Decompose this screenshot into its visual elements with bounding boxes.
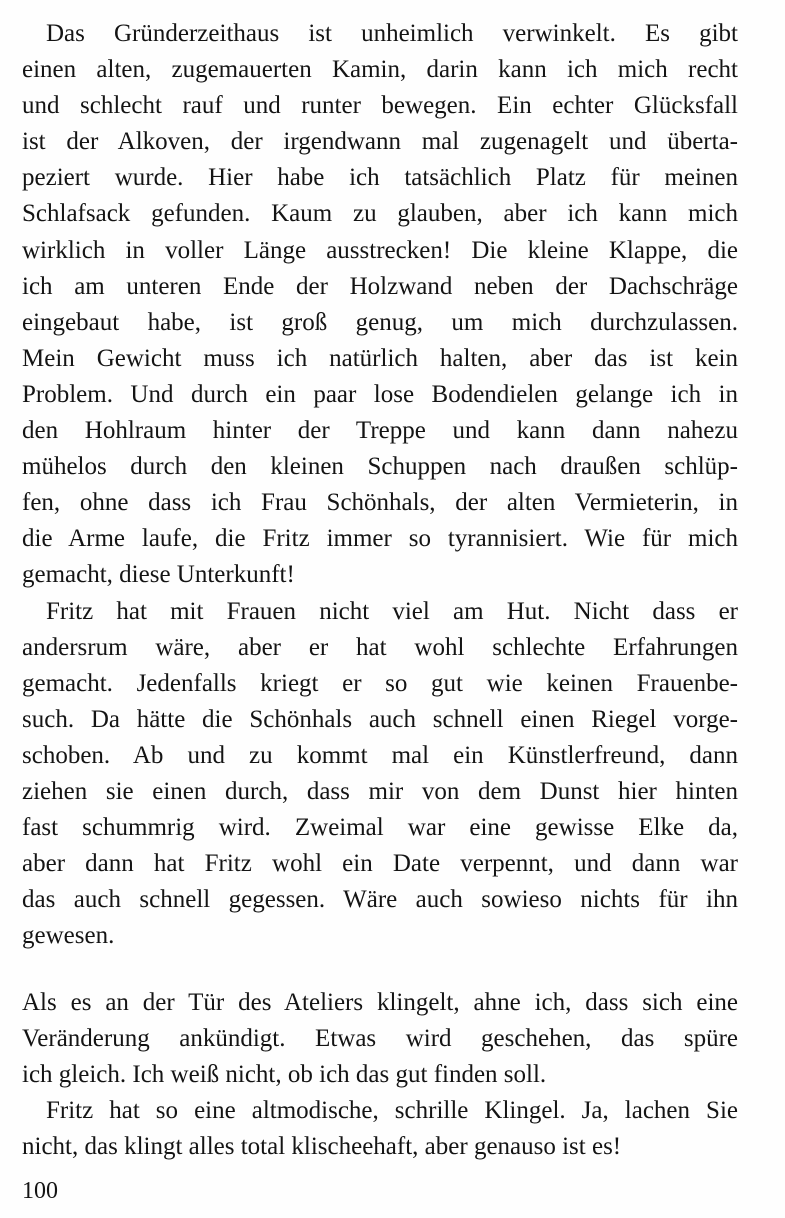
text-line: ziehen sie einen durch, dass mir von dem Dunst hier hinten	[22, 777, 738, 805]
text-line: ich gleich. Ich weiß nicht, ob ich das gut finden soll.	[22, 1061, 547, 1089]
text-line: den Hohlraum hinter der Treppe und kann dann nahezu	[22, 417, 738, 445]
text-line: Mein Gewicht muss ich natürlich halten, aber das ist kein	[22, 344, 738, 372]
text-line: Veränderung ankündigt. Etwas wird geschehen, das spüre	[22, 1025, 738, 1053]
text-line: andersrum wäre, aber er hat wohl schlechte Erfahrungen	[22, 633, 738, 661]
text-line: Fritz hat mit Frauen nicht viel am Hut. Nicht dass er	[46, 597, 738, 625]
text-line: ich am unteren Ende der Holzwand neben der Dachschräge	[22, 272, 738, 300]
text-line: gewesen.	[22, 922, 115, 950]
text-line: Fritz hat so eine altmodische, schrille Klingel. Ja, lachen Sie	[46, 1097, 738, 1125]
text-line: eingebaut habe, ist groß genug, um mich durchzulassen.	[22, 308, 738, 336]
text-line: peziert wurde. Hier habe ich tatsächlich Platz für meinen	[22, 164, 738, 192]
text-line: Das Gründerzeithaus ist unheimlich verwinkelt. Es gibt	[46, 20, 738, 47]
text-line: das auch schnell gegessen. Wäre auch sowieso nichts für ihn	[22, 886, 738, 914]
text-line: mühelos durch den kleinen Schuppen nach draußen schlüp-	[22, 453, 738, 481]
text-line: schoben. Ab und zu kommt mal ein Künstlerfreund, dann	[22, 741, 738, 769]
text-line: nicht, das klingt alles total klischeehaft, aber genauso ist es!	[22, 1133, 622, 1161]
text-line: Problem. Und durch ein paar lose Bodendielen gelange ich in	[22, 380, 738, 408]
body-text-section-1	[22, 16, 738, 954]
text-line: und schlecht rauf und runter bewegen. Ein echter Glücksfall	[22, 92, 738, 120]
text-line: Schlafsack gefunden. Kaum zu glauben, aber ich kann mich	[22, 200, 738, 228]
page-number: 100	[22, 1178, 58, 1204]
text-line: gemacht. Jedenfalls kriegt er so gut wie keinen Frauenbe-	[22, 669, 738, 697]
body-text-section-2	[22, 985, 738, 1165]
text-line: ist der Alkoven, der irgendwann mal zugenagelt und überta-	[22, 128, 738, 156]
text-line: einen alten, zugemauerten Kamin, darin kann ich mich recht	[22, 56, 738, 84]
text-line: aber dann hat Fritz wohl ein Date verpennt, und dann war	[22, 850, 738, 878]
text-line: fast schummrig wird. Zweimal war eine gewisse Elke da,	[22, 814, 738, 842]
text-line: fen, ohne dass ich Frau Schönhals, der alten Vermieterin, in	[22, 489, 738, 517]
text-line: wirklich in voller Länge ausstrecken! Die kleine Klappe, die	[22, 236, 738, 264]
text-line: gemacht, diese Unterkunft!	[22, 561, 295, 589]
text-line: such. Da hätte die Schönhals auch schnell einen Riegel vorge-	[22, 705, 738, 733]
text-line: Als es an der Tür des Ateliers klingelt, ahne ich, dass sich eine	[22, 989, 738, 1016]
text-line: die Arme laufe, die Fritz immer so tyrannisiert. Wie für mich	[22, 525, 738, 553]
